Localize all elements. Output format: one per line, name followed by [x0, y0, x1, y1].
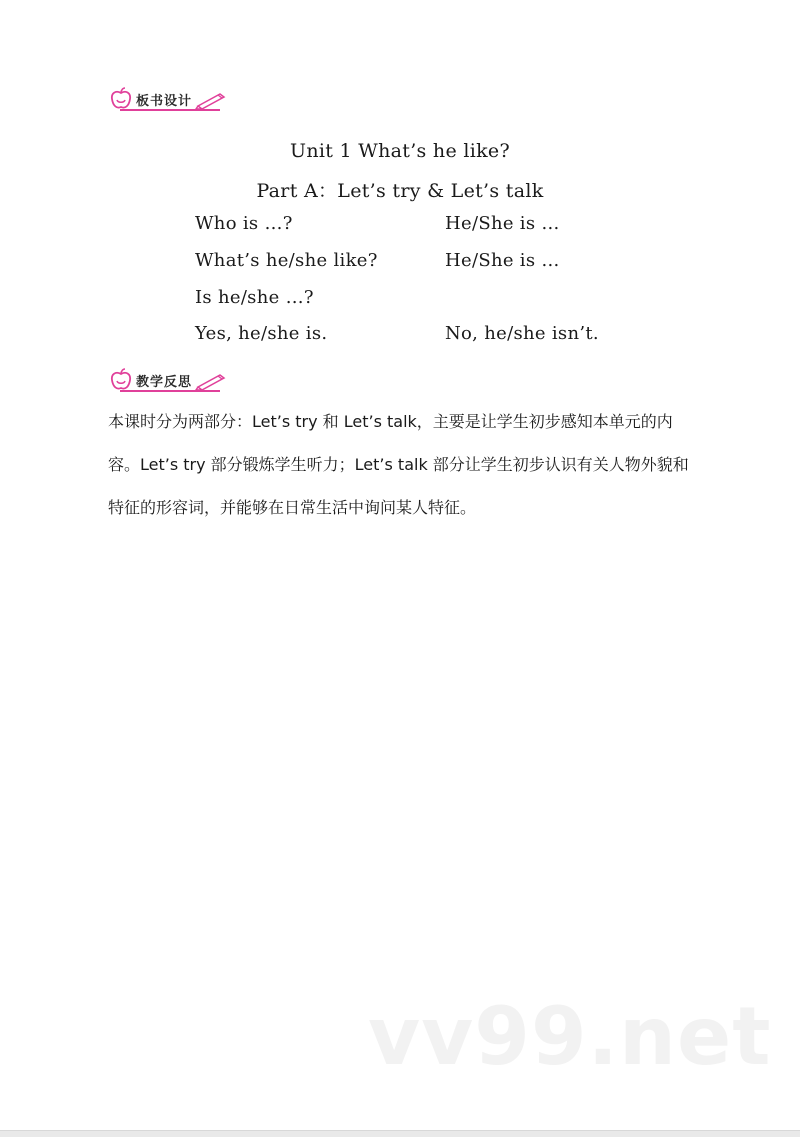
board-title-line2: Part A：Let’s try & Let’s talk	[256, 180, 544, 202]
reflection-header	[108, 368, 228, 392]
board-design-header	[108, 87, 228, 111]
pencil-icon	[194, 369, 228, 391]
header-underline	[120, 109, 220, 111]
board-row-left: What’s he/she like?	[195, 250, 378, 271]
page-bottom-edge	[0, 1130, 800, 1137]
board-row-right: No, he/she isn’t.	[445, 323, 599, 344]
header-underline	[120, 390, 220, 392]
watermark: vv99.net	[368, 990, 772, 1083]
board-design-label: 板书设计	[136, 93, 193, 109]
board-row-left: Yes, he/she is.	[195, 323, 328, 344]
board-title-line1: Unit 1 What’s he like?	[290, 140, 510, 162]
board-row-right: He/She is …	[445, 250, 560, 271]
reflection-paragraph: 本课时分为两部分：Let’s try 和 Let’s talk，主要是让学生初步感知本单元的内容。Let’s try 部分锻炼学生听力；Let’s talk 部分让学生初步认识有关人物外貌和特征的形容词，并能够在日常生活中询问某人特征。	[108, 412, 689, 517]
board-row-left: Who is …?	[195, 213, 293, 234]
board-row-left: Is he/she …?	[195, 287, 314, 308]
pencil-icon	[194, 88, 228, 110]
reflection-label: 教学反思	[136, 374, 193, 390]
board-row-right: He/She is …	[445, 213, 560, 234]
